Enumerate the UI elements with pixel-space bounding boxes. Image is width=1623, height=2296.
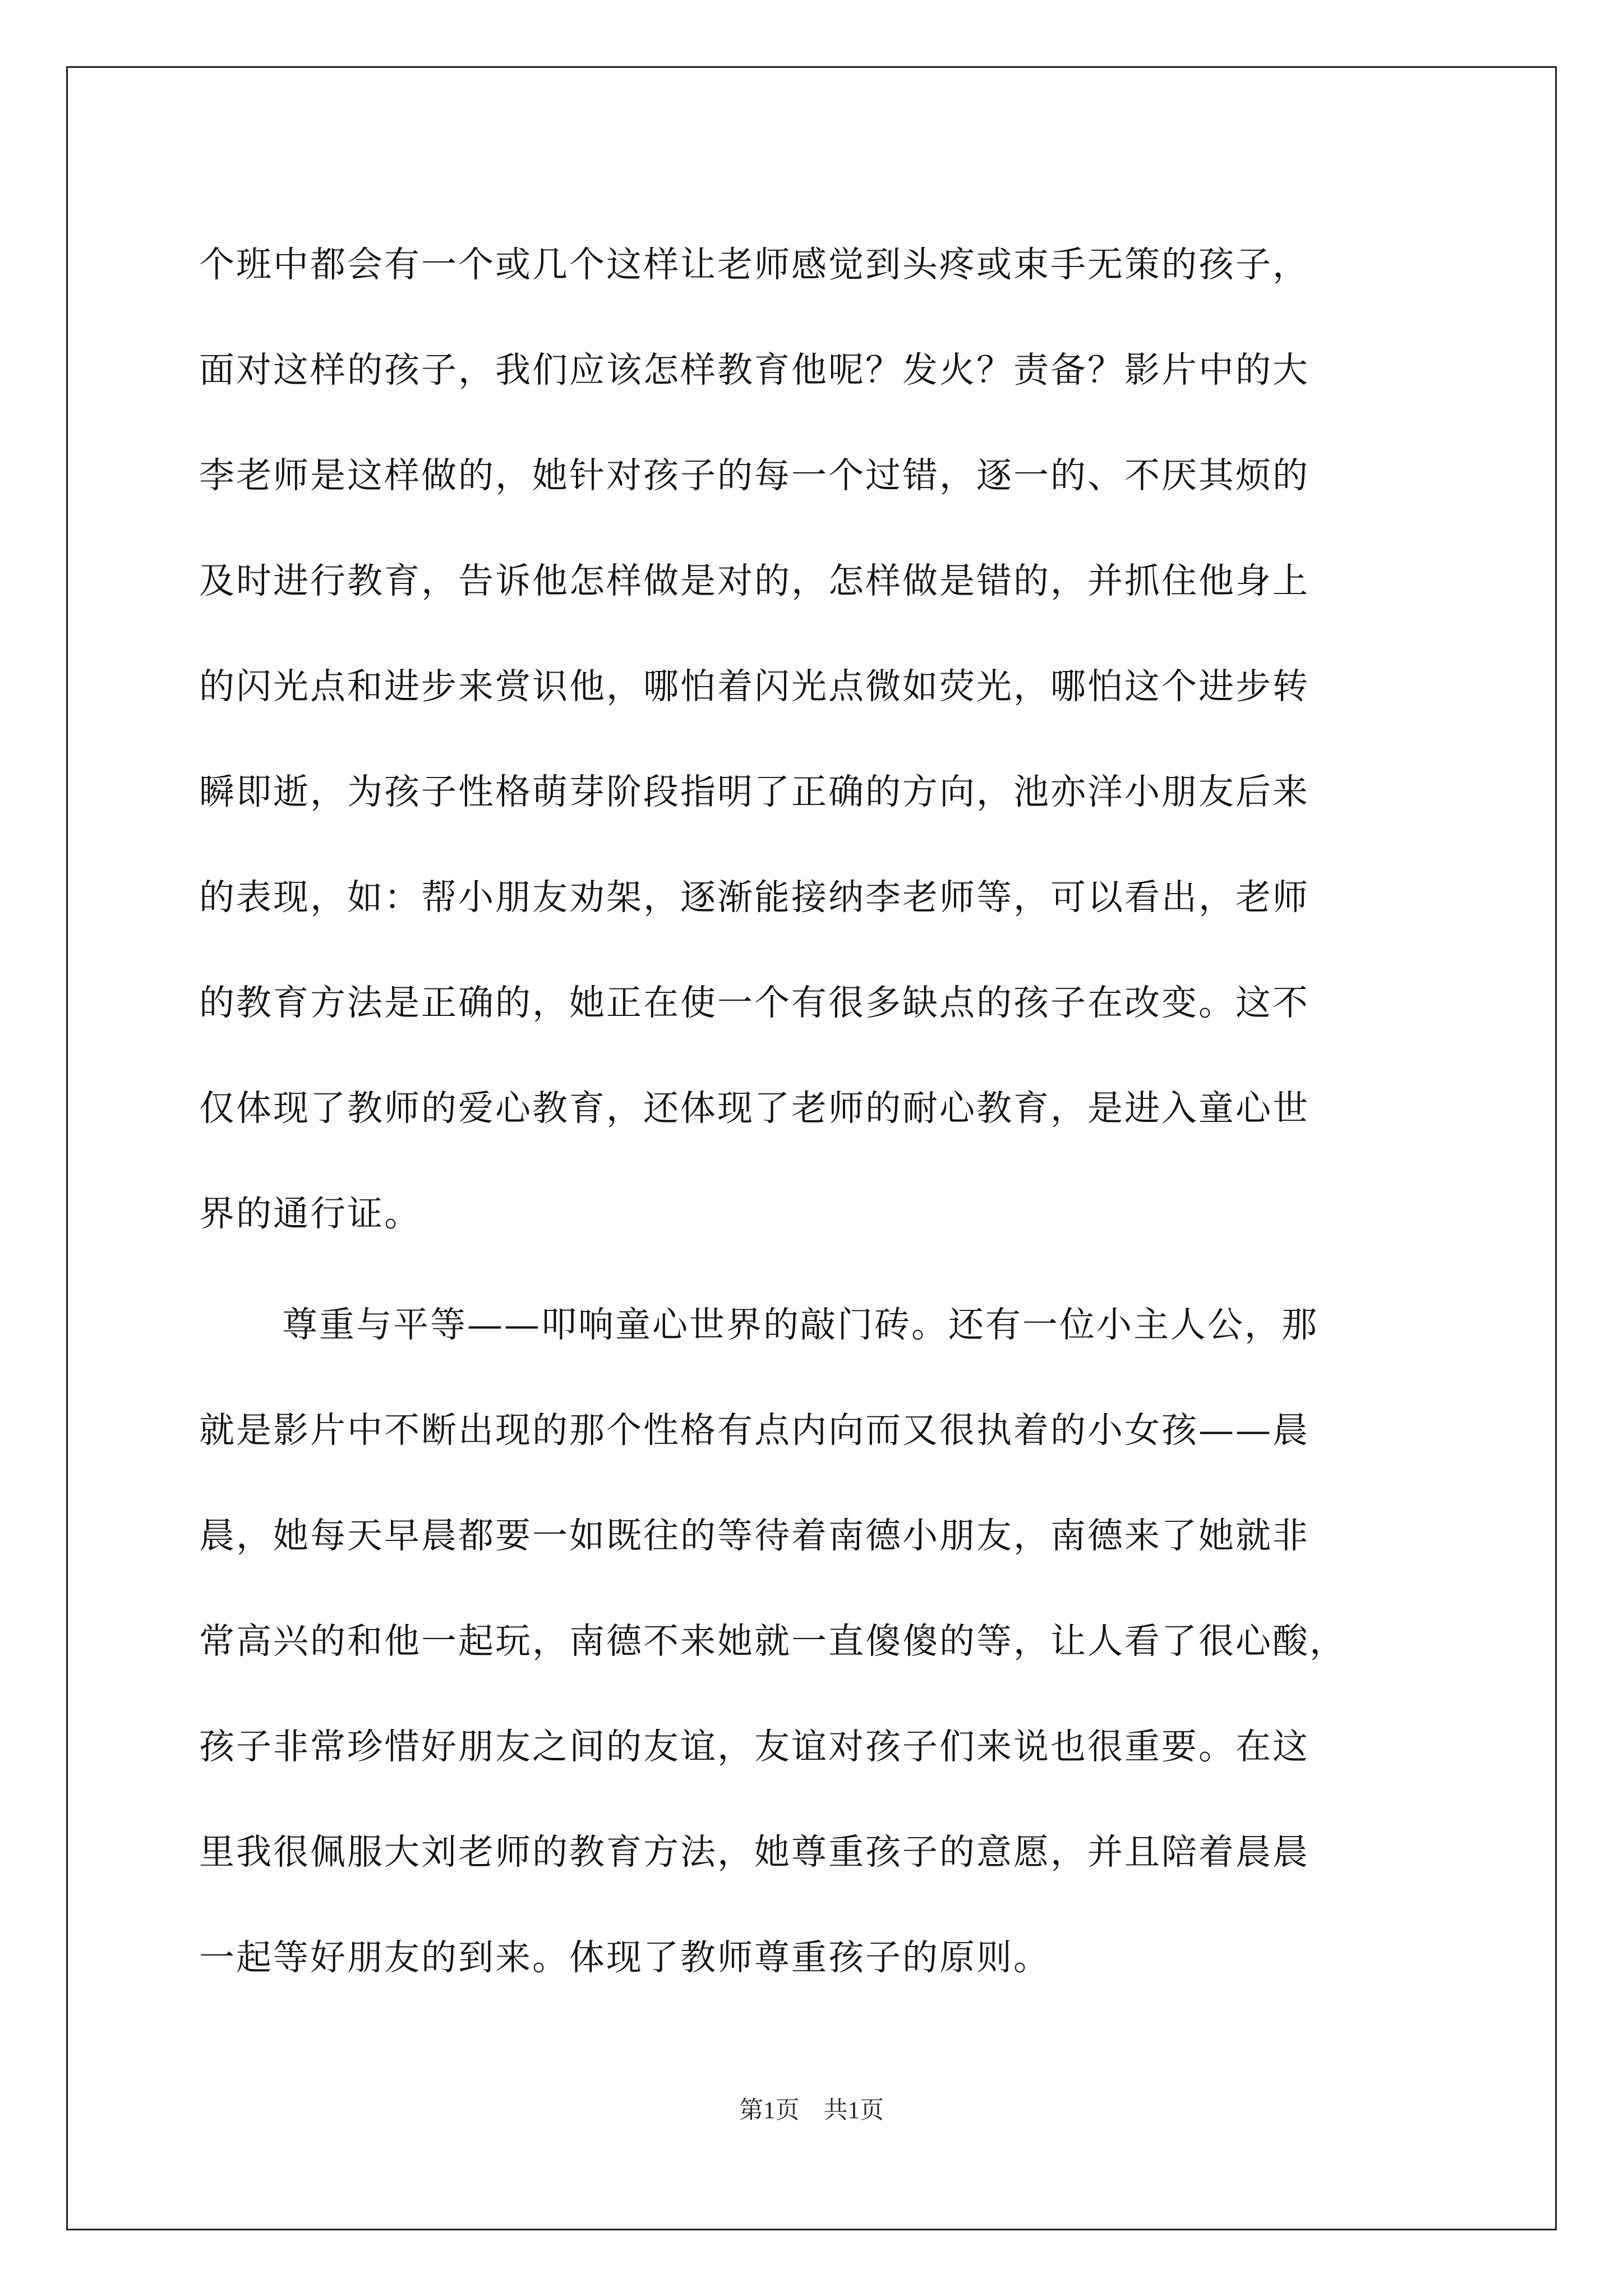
text-line: 里我很佩服大刘老师的教育方法，她尊重孩子的意愿，并且陪着晨晨 xyxy=(199,1832,1310,1872)
text-line: 的闪光点和进步来赏识他，哪怕着闪光点微如荧光，哪怕这个进步转 xyxy=(199,666,1310,707)
document-body xyxy=(199,212,1427,2010)
text-line: 李老师是这样做的，她针对孩子的每一个过错，逐一的、不厌其烦的 xyxy=(199,455,1310,496)
text-line: 的教育方法是正确的，她正在使一个有很多缺点的孩子在改变。这不 xyxy=(199,982,1310,1023)
paragraph-start-line: 尊重与平等——叩响童心世界的敲门砖。还有一位小主人公，那 xyxy=(282,1304,1318,1345)
text-line: 瞬即逝，为孩子性格萌芽阶段指明了正确的方向，池亦洋小朋友后来 xyxy=(199,771,1310,812)
text-line: 及时进行教育，告诉他怎样做是对的，怎样做是错的，并抓住他身上 xyxy=(199,560,1310,601)
text-line: 仅体现了教师的爱心教育，还体现了老师的耐心教育，是进入童心世 xyxy=(199,1088,1310,1129)
text-line: 界的通行证。 xyxy=(199,1193,421,1234)
text-line: 一起等好朋友的到来。体现了教师尊重孩子的原则。 xyxy=(199,1937,1050,1978)
text-line: 晨，她每天早晨都要一如既往的等待着南德小朋友，南德来了她就非 xyxy=(199,1515,1310,1556)
text-line: 个班中都会有一个或几个这样让老师感觉到头疼或束手无策的孩子， xyxy=(199,244,1310,285)
text-line: 孩子非常珍惜好朋友之间的友谊，友谊对孩子们来说也很重要。在这 xyxy=(199,1726,1310,1767)
page-footer: 第1页 共1页 xyxy=(739,2097,884,2124)
text-line: 常高兴的和他一起玩，南德不来她就一直傻傻的等，让人看了很心酸， xyxy=(199,1621,1347,1662)
text-line: 就是影片中不断出现的那个性格有点内向而又很执着的小女孩——晨 xyxy=(199,1410,1310,1451)
text-line: 的表现，如：帮小朋友劝架，逐渐能接纳李老师等，可以看出，老师 xyxy=(199,877,1310,918)
text-line: 面对这样的孩子，我们应该怎样教育他呢？发火？责备？影片中的大 xyxy=(199,349,1310,390)
